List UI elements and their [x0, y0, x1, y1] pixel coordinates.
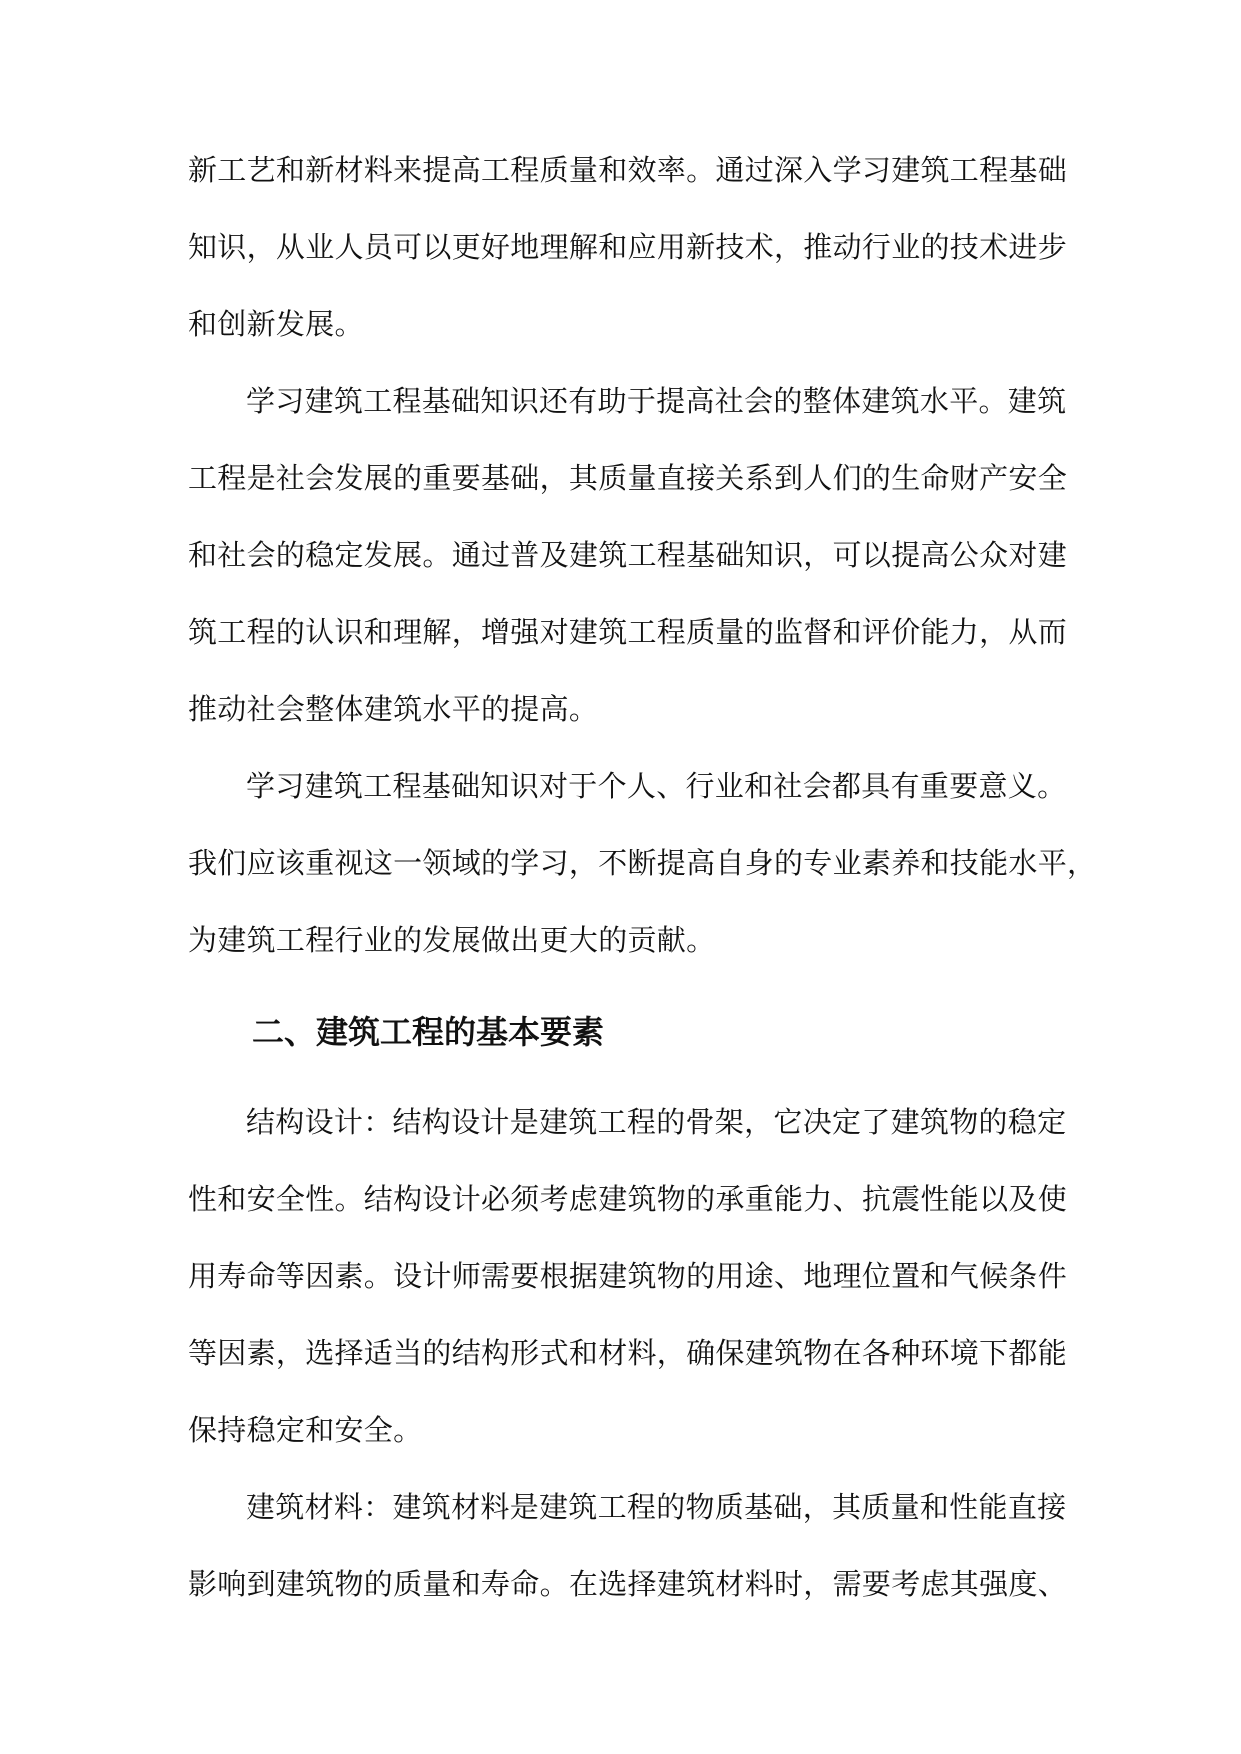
section-heading: 二、建筑工程的基本要素: [252, 1013, 605, 1051]
paragraph-2-line-3: 和社会的稳定发展。通过普及建筑工程基础知识，可以提高公众对建: [188, 538, 1068, 572]
paragraph-2-line-4: 筑工程的认识和理解，增强对建筑工程质量的监督和评价能力，从而: [188, 615, 1068, 649]
paragraph-4-line-1: 结构设计：结构设计是建筑工程的骨架，它决定了建筑物的稳定: [246, 1105, 1067, 1139]
paragraph-3-line-1: 学习建筑工程基础知识对于个人、行业和社会都具有重要意义。: [246, 769, 1067, 803]
paragraph-2-line-2: 工程是社会发展的重要基础，其质量直接关系到人们的生命财产安全: [188, 461, 1068, 495]
paragraph-2-line-1: 学习建筑工程基础知识还有助于提高社会的整体建筑水平。建筑: [246, 384, 1067, 418]
paragraph-3-line-3: 为建筑工程行业的发展做出更大的贡献。: [188, 923, 716, 957]
paragraph-4-line-3: 用寿命等因素。设计师需要根据建筑物的用途、地理位置和气候条件: [188, 1259, 1068, 1293]
paragraph-2-line-5: 推动社会整体建筑水平的提高。: [188, 692, 599, 726]
paragraph-1-line-1: 新工艺和新材料来提高工程质量和效率。通过深入学习建筑工程基础: [188, 153, 1068, 187]
paragraph-4-line-2: 性和安全性。结构设计必须考虑建筑物的承重能力、抗震性能以及使: [188, 1182, 1068, 1216]
paragraph-4-line-4: 等因素，选择适当的结构形式和材料，确保建筑物在各种环境下都能: [188, 1336, 1068, 1370]
paragraph-1-line-2: 知识，从业人员可以更好地理解和应用新技术，推动行业的技术进步: [188, 230, 1068, 264]
paragraph-5-line-1: 建筑材料：建筑材料是建筑工程的物质基础，其质量和性能直接: [246, 1490, 1067, 1524]
paragraph-4-line-5: 保持稳定和安全。: [188, 1413, 423, 1447]
paragraph-5-line-2: 影响到建筑物的质量和寿命。在选择建筑材料时，需要考虑其强度、: [188, 1567, 1068, 1601]
paragraph-1-line-3: 和创新发展。: [188, 307, 364, 341]
paragraph-3-line-2: 我们应该重视这一领域的学习，不断提高自身的专业素养和技能水平，: [188, 846, 1097, 880]
